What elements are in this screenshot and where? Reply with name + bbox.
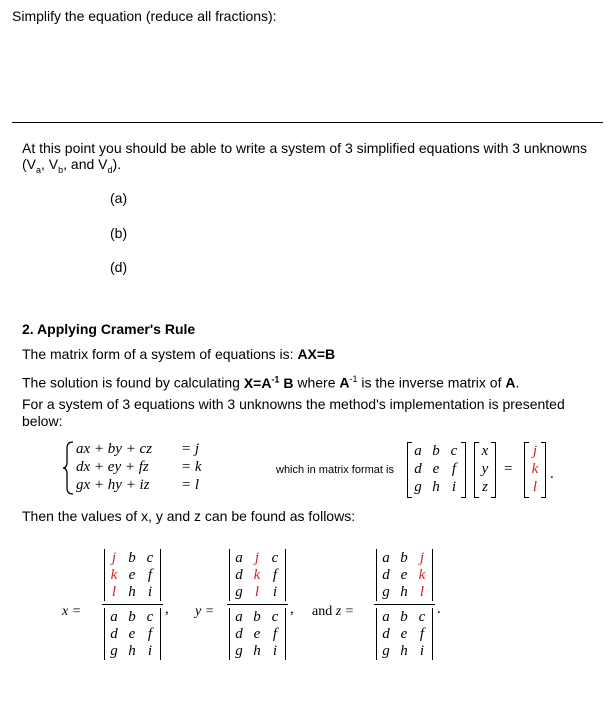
det-cell: b [253,609,261,625]
matrix-form-text: The matrix form of a system of equations is: AX=B [22,346,336,362]
x-label: x = [62,604,82,619]
vector-cell: z [482,479,488,495]
vector-cell: j [532,443,538,459]
det-cell: f [147,567,153,583]
vector-cell: y [481,461,489,477]
system-instruction-line1: At this point you should be able to write a system of 3 simplified equations with 3 unknowns [22,140,587,156]
det-cell: i [272,643,278,659]
comma: , [290,601,294,617]
det-cell: i [147,584,153,600]
matrix-cell: d [414,461,422,477]
det-cell: e [128,567,136,583]
for-system-text-1: For a system of 3 equations with 3 unknowns the method's implementation is presented [22,396,565,412]
det-cell: d [110,626,118,642]
matrix-cell: e [432,461,440,477]
period: . [437,601,441,617]
det-cell: c [271,609,279,625]
det-cell: h [253,643,261,659]
det-cell: c [146,609,154,625]
det-cell: a [235,550,243,566]
det-cell: h [400,584,408,600]
system-instruction-line2: ($V_a$, $V_b$, and $V_d$). [22,156,122,175]
equation-3-lhs: gx + hy + iz [76,477,150,493]
det-cell: c [271,550,279,566]
y-label: y = [195,604,215,619]
det-cell: g [382,643,390,659]
label-b: (b) [110,225,128,241]
simplify-instruction: Simplify the equation (reduce all fractions): [12,8,277,24]
det-cell: b [128,609,136,625]
det-cell: k [110,567,118,583]
det-cell: h [400,643,408,659]
det-cell: i [147,643,153,659]
matrix-cell: c [450,443,458,459]
det-cell: g [235,584,243,600]
det-cell: g [110,643,118,659]
vector-cell: x [481,443,489,459]
det-cell: b [400,609,408,625]
for-system-text-2: below: [22,413,63,429]
det-cell: i [272,584,278,600]
solution-text: The solution is found by calculating $X=A^{-1}$ B where $A^{-1}$ is the inverse matrix of A. [22,374,520,391]
matrix-format-text: which in matrix format is [276,464,394,476]
det-cell: e [400,626,408,642]
det-cell: a [382,550,390,566]
det-cell: j [254,550,260,566]
det-cell: d [382,567,390,583]
det-cell: g [382,584,390,600]
equation-3-rhs: = l [181,477,200,493]
matrix-cell: h [432,479,440,495]
det-cell: k [418,567,426,583]
det-cell: a [235,609,243,625]
equals-sign: = [504,461,513,477]
answer-line [12,122,603,123]
label-a: (a) [110,190,128,206]
det-cell: l [419,584,425,600]
det-cell: j [419,550,425,566]
equation-2-lhs: dx + ey + fz [76,459,149,475]
det-cell: f [272,626,278,642]
period: . [550,466,554,482]
equation-1-lhs: ax + by + cz [76,441,153,457]
matrix-cell: b [432,443,440,459]
det-cell: d [235,626,243,642]
system-brace [62,441,74,495]
matrix-cell: i [451,479,457,495]
matrix-cell: f [451,461,457,477]
det-cell: l [254,584,260,600]
det-cell: a [110,609,118,625]
det-cell: e [400,567,408,583]
matrix-cell: a [414,443,422,459]
det-cell: h [128,584,136,600]
det-cell: d [382,626,390,642]
det-cell: j [111,550,117,566]
det-cell: b [400,550,408,566]
matrix-cell: g [414,479,422,495]
equation-2-rhs: = k [181,459,202,475]
det-cell: a [382,609,390,625]
det-cell: f [419,626,425,642]
label-d: (d) [110,259,128,275]
det-cell: e [128,626,136,642]
det-cell: f [147,626,153,642]
det-cell: i [419,643,425,659]
det-cell: c [418,609,426,625]
then-text: Then the values of x, y and z can be found as follows: [22,508,356,524]
z-label: and z = [312,604,355,619]
det-cell: b [128,550,136,566]
vector-cell: k [531,461,539,477]
det-cell: l [111,584,117,600]
det-cell: f [272,567,278,583]
det-cell: h [128,643,136,659]
comma: , [165,601,169,617]
det-cell: e [253,626,261,642]
det-cell: c [146,550,154,566]
det-cell: d [235,567,243,583]
det-cell: g [235,643,243,659]
section-title: 2. Applying Cramer's Rule [22,321,196,337]
equation-1-rhs: = j [181,441,200,457]
vector-cell: l [532,479,538,495]
det-cell: k [253,567,261,583]
